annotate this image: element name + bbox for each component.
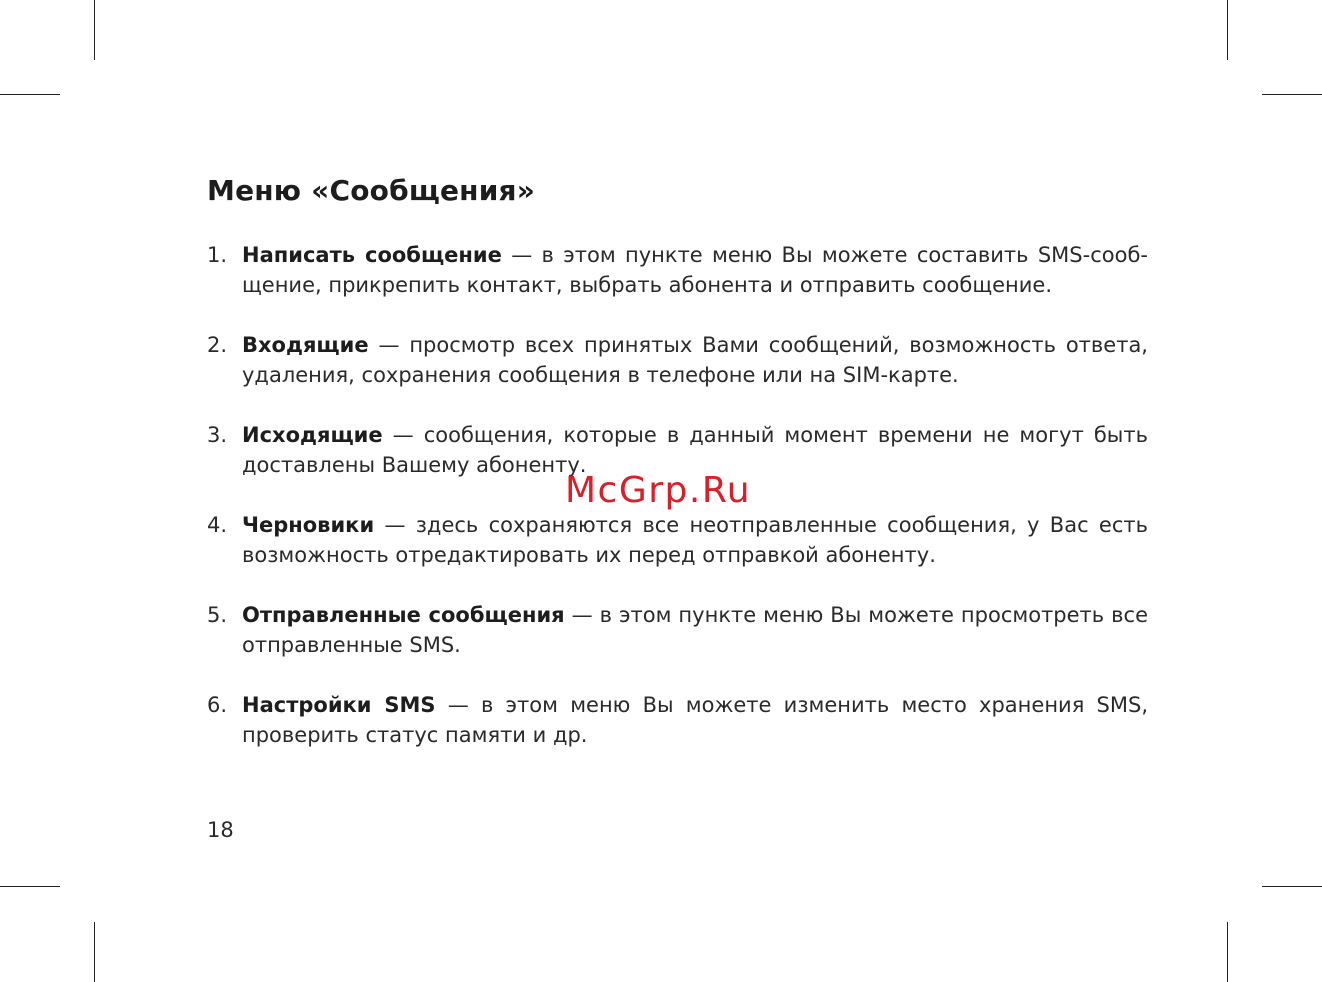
item-term: Черновики <box>242 513 375 537</box>
list-item <box>207 330 1148 390</box>
item-description: — сообщения, которые в данный момент времени не могут быть доставлены Вашему абоненту. <box>242 423 1148 477</box>
item-number: 3. <box>207 423 228 447</box>
crop-mark-bottom-right-horizontal <box>1262 886 1322 887</box>
list-item <box>207 690 1148 750</box>
item-term: Входящие <box>242 333 369 357</box>
crop-mark-bottom-right-vertical <box>1227 922 1228 982</box>
item-description: — просмотр всех принятых Вами сообщений, возможность ответа, удаления, сохранения сообщения в телефоне или на SIM-карте. <box>242 333 1148 387</box>
crop-mark-top-right-vertical <box>1227 0 1228 60</box>
item-description: — в этом меню Вы можете изменить место хранения SMS, проверить статус памяти и др. <box>242 693 1148 747</box>
item-term: Отправленные сообщения <box>242 603 565 627</box>
item-term: Написать сообщение <box>242 243 502 267</box>
crop-mark-top-left-vertical <box>94 0 95 60</box>
item-description: — в этом пункте меню Вы можете просмотреть все отправленные SMS. <box>242 603 1149 657</box>
list-item <box>207 600 1148 660</box>
item-number: 1. <box>207 243 228 267</box>
crop-mark-top-right-horizontal <box>1262 94 1322 95</box>
crop-mark-bottom-left-horizontal <box>0 886 60 887</box>
item-description: — в этом пункте меню Вы можете составить SMS-сообщение, прикрепить контакт, выбрать абонента и отправить сообщение. <box>242 243 1148 297</box>
crop-mark-top-left-horizontal <box>0 94 60 95</box>
page-title: Меню «Сообщения» <box>207 174 536 207</box>
list-item <box>207 240 1148 300</box>
item-term: Исходящие <box>242 423 383 447</box>
item-number: 5. <box>207 603 228 627</box>
list-item <box>207 510 1148 570</box>
item-term: Настройки SMS <box>242 693 436 717</box>
watermark: McGrp.Ru <box>565 470 752 511</box>
item-description: — здесь сохраняются все неотправленные сообщения, у Вас есть возможность отредактировать их перед отправкой абоненту. <box>242 513 1148 567</box>
crop-mark-bottom-left-vertical <box>94 922 95 982</box>
page-number: 18 <box>207 818 234 842</box>
item-number: 6. <box>207 693 228 717</box>
item-number: 2. <box>207 333 228 357</box>
item-number: 4. <box>207 513 228 537</box>
